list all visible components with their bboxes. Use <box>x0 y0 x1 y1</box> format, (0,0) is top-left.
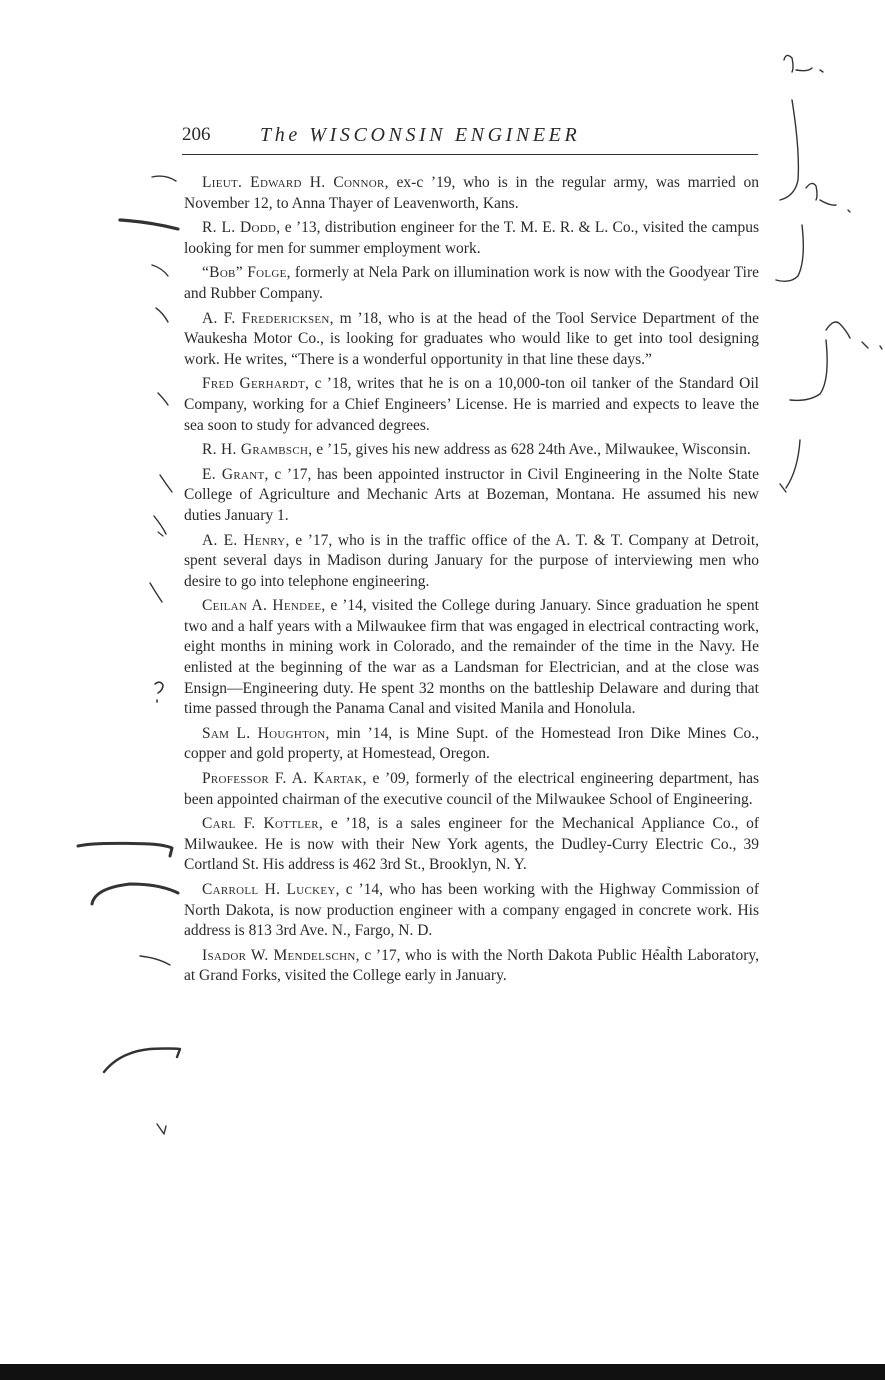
bracket-mark <box>776 225 803 281</box>
check-mark <box>140 956 170 965</box>
alumnus-name: A. F. Fredericksen, <box>202 309 334 327</box>
bracket-mark <box>104 1049 180 1073</box>
note-text: c ’17, has been appointed instructor in Civil Engineering in the Nolte State College of Agriculture and Mechanic Arts at Bozeman, Montana. He assumed his new duties January 1. <box>184 465 759 524</box>
alumnus-name: Lieut. Edward H. Connor, <box>202 174 389 191</box>
check-mark <box>120 220 178 229</box>
dot-mark <box>656 947 678 953</box>
alumnus-name: “Bob” Folge, <box>202 264 291 282</box>
alumnus-name: R. H. Grambsch, <box>202 441 313 459</box>
note-text: c ’18, writes that he is on a 10,000-ton oil tanker of the Standard Oil Company, working for a Chief Engineers’ License. He is married and expects to leave the sea soon to study for advanced degrees. <box>184 375 759 434</box>
alumnus-name: Carroll H. Luckey, <box>202 881 340 898</box>
check-mark <box>154 516 166 534</box>
alumnus-name: E. Grant, <box>202 465 269 483</box>
note-text: e ’17, who is in the traffic office of the A. T. & T. Company at Detroit, spent several days in Madison during January for the purpose of interviewing men who desire to go into telephone engineering. <box>184 531 760 590</box>
note-text: c ’14, who has been working with the Highway Commission of North Dakota, is now production engineer with a company engaged in concrete work. His address is 813 3rd Ave. N., Fargo, N. D. <box>184 881 759 940</box>
alumnus-name: R. L. Dodd, <box>202 219 281 237</box>
note-text: m ’18, who is at the head of the Tool Service Department of the Waukesha Motor Co., is looking for graduates who would like to get into tool designing work. He writes, “There is a wonderful opportunity in that line these days.” <box>184 309 759 368</box>
bracket-mark <box>78 843 172 856</box>
check-mark <box>158 393 168 405</box>
check-mark <box>150 583 162 602</box>
check-mark <box>152 176 176 181</box>
letter-mark <box>784 55 823 72</box>
check-mark <box>156 308 168 322</box>
scan-border <box>0 1364 885 1380</box>
check-mark <box>158 532 163 536</box>
note-text: e ’18, is a sales engineer for the Mechanical Appliance Co., of Milwaukee. He is now with their New York agents, the Dudley-Curry Electric Co., 39 Cortland St. His address is 462 3rd St., Brooklyn, N. Y. <box>184 815 760 874</box>
check-mark <box>160 475 172 492</box>
bracket-mark <box>790 340 827 400</box>
note-text: min ’14, is Mine Supt. of the Homestead Iron Dike Mines Co., copper and gold property, at Homestead, Oregon. <box>184 724 759 763</box>
check-mark <box>157 1124 166 1134</box>
alumnus-name: A. E. Henry, <box>202 531 290 549</box>
note-text: ex-c ’19, who is in the regular army, was married on November 12, to Anna Thayer of Leavenworth, Kans. <box>184 174 759 212</box>
journal-title: The WISCONSIN ENGINEER <box>260 124 581 146</box>
bracket-mark <box>780 100 798 200</box>
bracket-mark <box>92 884 178 904</box>
alumnus-name: Fred Gerhardt, <box>202 375 310 393</box>
alumnus-name: Sam L. Houghton, <box>202 724 330 742</box>
note-text: e ’14, visited the College during January. Since graduation he spent two and a half years with a Milwaukee firm that was engaged in electrical contracting work, eight months in mining work in Colorado, and the remainder of the time in the Navy. He enlisted at the beginning of the war as a Landsman for Electrician, and at the close was Ensign—Engineering duty. He spent 32 months on the battleship Delaware and during that time passed through the Panama Canal and visited Manila and Honolula. <box>184 597 759 718</box>
check-mark <box>152 265 168 276</box>
bracket-mark <box>780 440 800 492</box>
alumnus-name: Ceilan A. Hendee, <box>202 597 326 615</box>
alumnus-name: Isador W. Mendelschn, <box>202 946 360 964</box>
note-text: e ’09, formerly of the electrical engineering department, has been appointed chairman of the executive council of the Milwaukee School of Engineering. <box>184 770 759 808</box>
note-text: c ’17, who is with the North Dakota Public Health Laboratory, at Grand Forks, visited the College early in January. <box>184 946 759 985</box>
page-number: 206 <box>182 124 211 145</box>
note-text: e ’13, distribution engineer for the T. M. E. R. & L. Co., visited the campus looking for men for summer employment work. <box>184 219 759 257</box>
letter-mark <box>826 322 882 349</box>
note-text: e ’15, gives his new address as 628 24th Ave., Milwaukee, Wisconsin. <box>312 441 751 459</box>
question-mark <box>155 682 163 702</box>
note-text: formerly at Nela Park on illumination work is now with the Goodyear Tire and Rubber Company. <box>184 264 759 302</box>
letter-mark <box>806 183 850 212</box>
alumnus-name: Carl F. Kottler, <box>202 815 324 833</box>
alumnus-name: Professor F. A. Kartak, <box>202 770 367 788</box>
